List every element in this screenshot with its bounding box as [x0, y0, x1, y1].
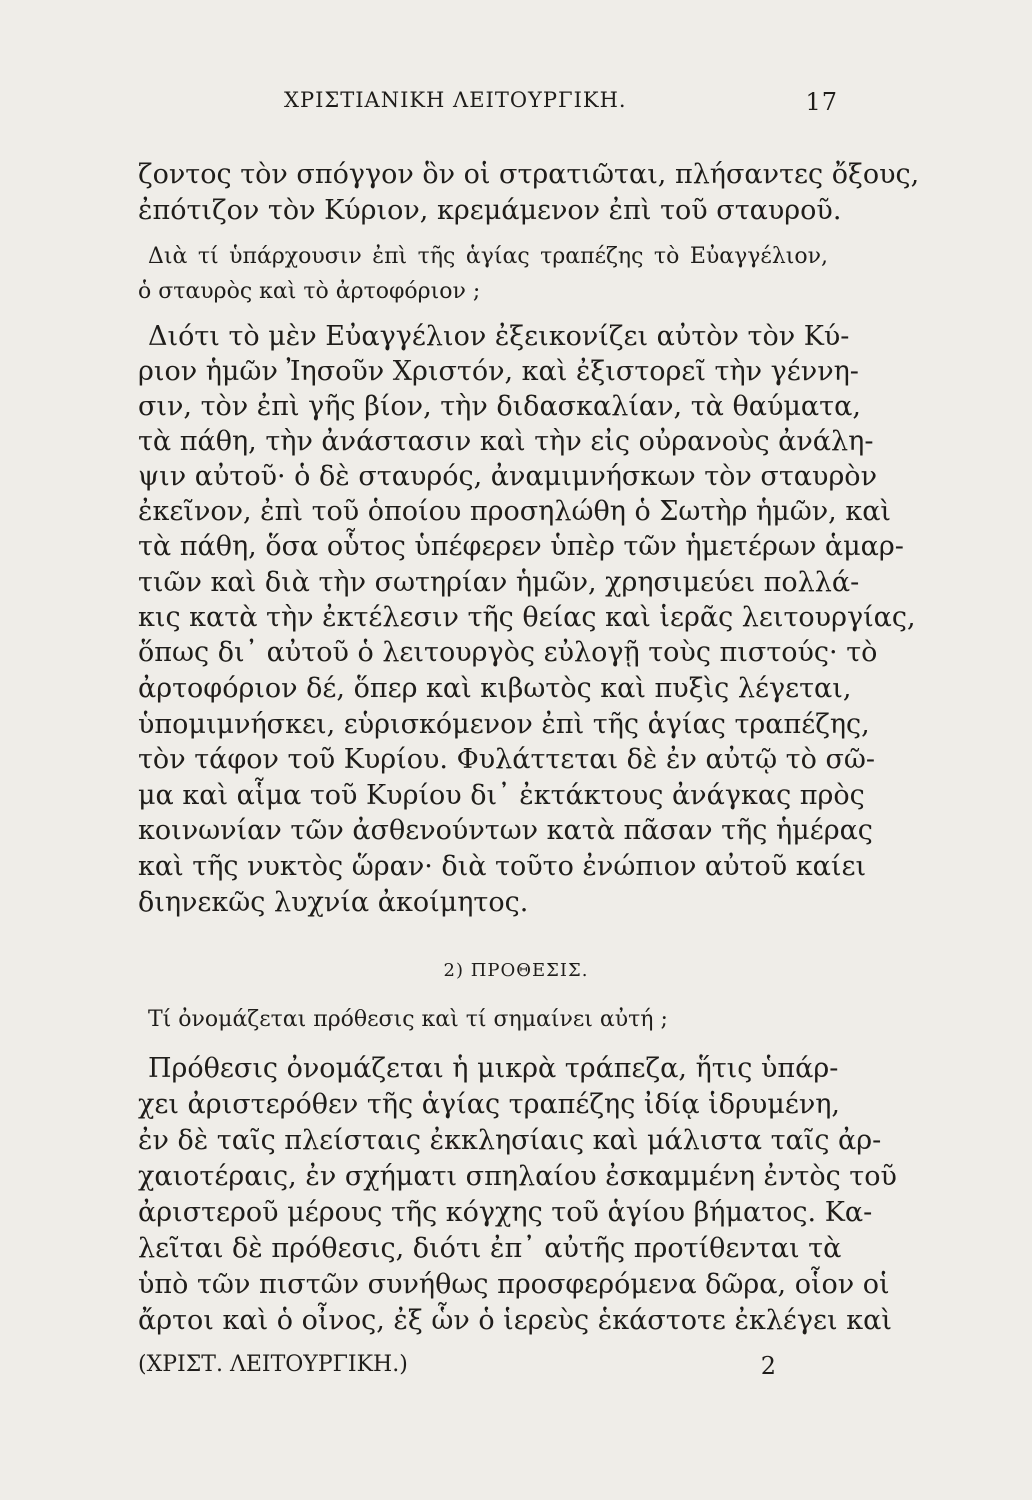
question-line: ὁ σταυρὸς καὶ τὸ ἀρτοφόριον ;	[138, 279, 481, 304]
text-line: Πρόθεσις ὀνομάζεται ἡ μικρὰ τράπεζα, ἥτις ὑπάρ-	[148, 1053, 839, 1084]
page-footer	[138, 1352, 828, 1380]
text-line: ὑπὸ τῶν πιστῶν συνήθως προσφερόμενα δῶρα, οἷον οἱ	[138, 1269, 890, 1300]
text-line: τὰ πάθη, τὴν ἀνάστασιν καὶ τὴν εἰς οὐρανοὺς ἀνάλη-	[138, 426, 874, 457]
footer-short-title: (ΧΡΙΣΤ. ΛΕΙΤΟΥΡΓΙΚΗ.)	[138, 1352, 408, 1377]
text-line: ἄρτοι καὶ ὁ οἶνος, ἐξ ὧν ὁ ἱερεὺς ἑκάστοτε ἐκλέγει καὶ	[138, 1305, 892, 1336]
question-line: Τί ὀνομάζεται πρόθεσις καὶ τί σημαίνει αὐτή ;	[148, 1007, 668, 1032]
text-line: ἐν δὲ ταῖς πλείσταις ἐκκλησίαις καὶ μάλιστα ταῖς ἀρ-	[138, 1125, 882, 1156]
running-title: ΧΡΙΣΤΙΑΝΙΚΗ ΛΕΙΤΟΥΡΓΙΚΗ.	[284, 88, 627, 112]
text-line: καὶ τῆς νυκτὸς ὥραν· διὰ τοῦτο ἐνώπιον αὐτοῦ καίει	[138, 851, 867, 882]
text-line: ἐκεῖνον, ἐπὶ τοῦ ὁποίου προσηλώθη ὁ Σωτὴρ ἡμῶν, καὶ	[138, 496, 892, 527]
text-line: Διότι τὸ μὲν Εὐαγγέλιον ἐξεικονίζει αὐτὸν τὸν Κύ-	[148, 321, 850, 352]
text-line: σιν, τὸν ἐπὶ γῆς βίον, τὴν διδασκαλίαν, τὰ θαύματα,	[138, 391, 861, 422]
text-line: ριον ἡμῶν Ἰησοῦν Χριστόν, καὶ ἐξιστορεῖ τὴν γέννη-	[138, 356, 859, 387]
text-line: τιῶν καὶ διὰ τὴν σωτηρίαν ἡμῶν, χρησιμεύει πολλά-	[138, 567, 860, 598]
text-line: ὑπομιμνήσκει, εὑρισκόμενον ἐπὶ τῆς ἁγίας τραπέζης,	[138, 709, 870, 740]
text-line: χει ἀριστερόθεν τῆς ἁγίας τραπέζης ἰδίᾳ ἱδρυμένη,	[138, 1089, 841, 1120]
text-line: ἐπότιζον τὸν Κύριον, κρεμάμενον ἐπὶ τοῦ σταυροῦ.	[138, 195, 842, 226]
text-line: τὸν τάφον τοῦ Κυρίου. Φυλάττεται δὲ ἐν αὐτῷ τὸ σῶ-	[138, 744, 876, 775]
text-line: ὅπως δι᾽ αὐτοῦ ὁ λειτουργὸς εὐλογῇ τοὺς πιστούς· τὸ	[138, 637, 878, 668]
section-heading: 2) ΠΡΟΘΕΣΙΣ.	[443, 960, 589, 981]
text-line: ἀριστεροῦ μέρους τῆς κόγχης τοῦ ἁγίου βήματος. Κα-	[138, 1197, 873, 1228]
text-line: λεῖται δὲ πρόθεσις, διότι ἐπ᾽ αὐτῆς προτίθενται τὰ	[138, 1233, 842, 1264]
text-line: χαιοτέραις, ἐν σχήματι σπηλαίου ἐσκαμμένη ἐντὸς τοῦ	[138, 1161, 897, 1192]
text-line: μα καὶ αἷμα τοῦ Κυρίου δι᾽ ἐκτάκτους ἀνάγκας πρὸς	[138, 780, 865, 811]
text-line: κοινωνίαν τῶν ἀσθενούντων κατὰ πᾶσαν τῆς ἡμέρας	[138, 815, 873, 846]
text-line: ψιν αὐτοῦ· ὁ δὲ σταυρός, ἀναμιμνήσκων τὸν σταυρὸν	[138, 461, 877, 492]
signature-mark: 2	[760, 1352, 776, 1380]
text-line: διηνεκῶς λυχνία ἀκοίμητος.	[138, 887, 529, 918]
text-line: ζοντος τὸν σπόγγον ὃν οἱ στρατιῶται, πλήσαντες ὄξους,	[138, 159, 920, 190]
page-number: 17	[805, 88, 838, 116]
question-line: Διὰ τί ὑπάρχουσιν ἐπὶ τῆς ἁγίας τραπέζης τὸ Εὐαγγέλιον,	[148, 244, 828, 269]
text-line: κις κατὰ τὴν ἐκτέλεσιν τῆς θείας καὶ ἱερᾶς λειτουργίας,	[138, 602, 916, 633]
text-line: ἀρτοφόριον δέ, ὅπερ καὶ κιβωτὸς καὶ πυξὶς λέγεται,	[138, 673, 852, 704]
text-line: τὰ πάθη, ὅσα οὗτος ὑπέφερεν ὑπὲρ τῶν ἡμετέρων ἁμαρ-	[138, 531, 904, 562]
